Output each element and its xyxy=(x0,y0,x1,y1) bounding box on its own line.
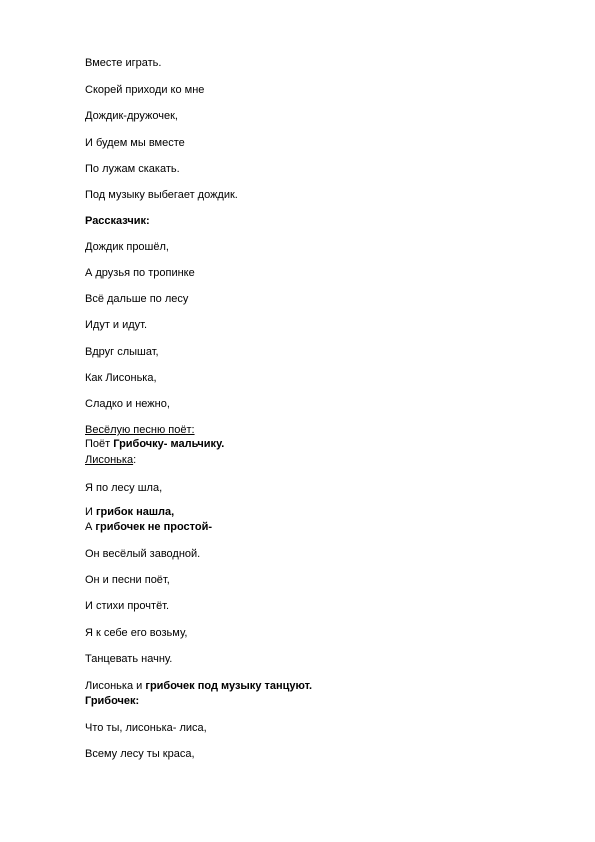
text-line: И стихи прочтёт. xyxy=(85,600,170,612)
text-span-bold: грибок нашла, xyxy=(95,506,175,518)
text-span: А xyxy=(85,521,93,533)
text-span-bold: грибочек не простой- xyxy=(95,521,213,533)
text-line: Как Лисонька, xyxy=(85,372,157,384)
text-line: Я к себе его возьму, xyxy=(85,627,188,639)
text-line xyxy=(85,506,174,519)
text-line: Вдруг слышат, xyxy=(85,346,159,358)
text-line: Дождик прошёл, xyxy=(85,241,169,253)
text-line: Всё дальше по лесу xyxy=(85,293,189,305)
text-line: Что ты, лисонька- лиса, xyxy=(85,722,207,734)
text-span-bold: грибочек под музыку танцуют. xyxy=(145,680,313,692)
text-line: Весёлую песню поёт: xyxy=(85,424,195,436)
stage-direction: Под музыку выбегает дождик. xyxy=(85,189,238,201)
text-line: А друзья по тропинке xyxy=(85,267,195,279)
text-line: Вместе играть. xyxy=(85,57,162,69)
text-span: Поёт xyxy=(85,438,111,450)
speaker-label: Грибочек: xyxy=(85,695,140,707)
text-span: Лисонька и xyxy=(85,680,143,692)
text-line: Он весёлый заводной. xyxy=(85,548,201,560)
text-line: Я по лесу шла, xyxy=(85,482,163,494)
speaker-line xyxy=(85,454,136,467)
stage-direction xyxy=(85,680,312,693)
text-span: И xyxy=(85,506,93,518)
text-line: Идут и идут. xyxy=(85,319,148,331)
text-line: Сладко и нежно, xyxy=(85,398,170,410)
text-line: Всему лесу ты краса, xyxy=(85,748,195,760)
text-line: Он и песни поёт, xyxy=(85,574,170,586)
speaker-label: Рассказчик: xyxy=(85,215,150,227)
speaker-label: Лисонька xyxy=(85,454,134,466)
text-line xyxy=(85,438,224,451)
text-line xyxy=(85,521,212,534)
text-line: По лужам скакать. xyxy=(85,163,180,175)
colon-text: : xyxy=(133,454,137,466)
text-span-bold: Грибочку- мальчику. xyxy=(113,438,225,450)
text-line: И будем мы вместе xyxy=(85,137,185,149)
text-line: Дождик-дружочек, xyxy=(85,110,178,122)
text-line: Скорей приходи ко мне xyxy=(85,84,205,96)
text-line: Танцевать начну. xyxy=(85,653,173,665)
